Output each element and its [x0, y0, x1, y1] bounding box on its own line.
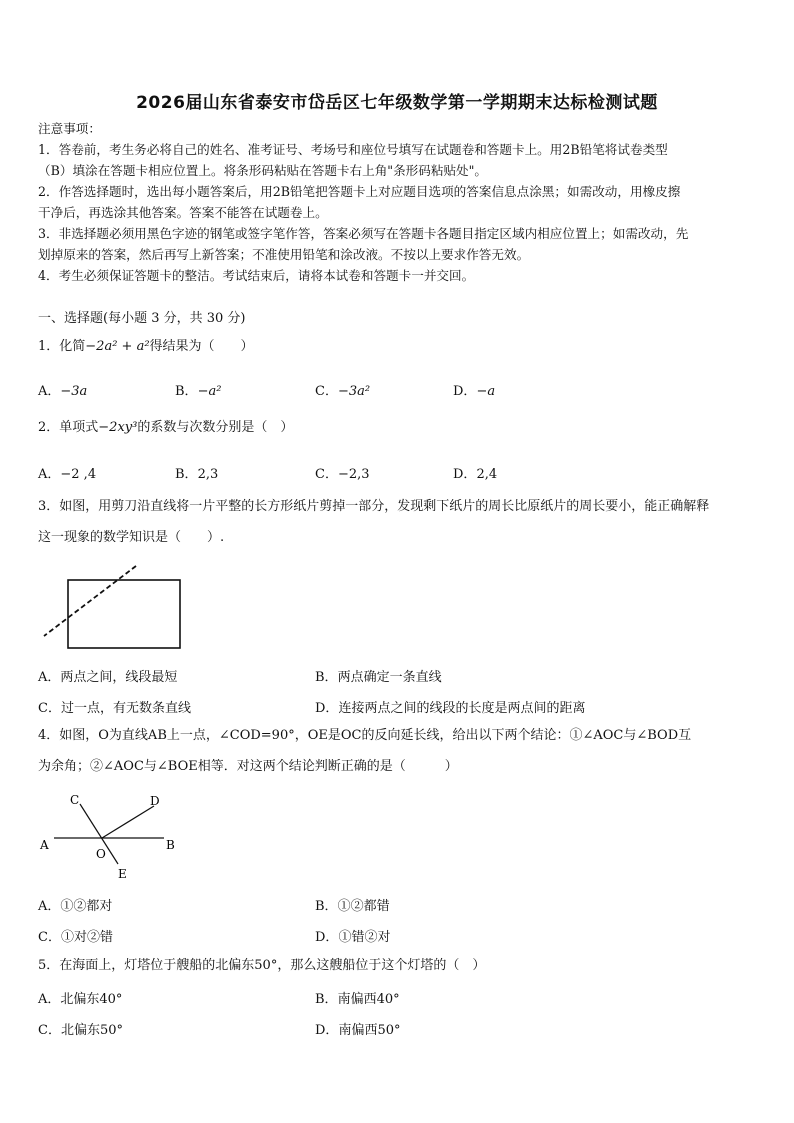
q1-suffix: 得结果为（ ）	[149, 339, 254, 354]
q4-options-row1	[38, 895, 760, 915]
q2-expression: −2xy³	[98, 420, 138, 435]
label-o: O	[96, 847, 106, 861]
question-5	[38, 950, 760, 981]
option-c: C．−2,3	[315, 467, 370, 482]
option-c: C．①对②错	[38, 930, 113, 945]
option-d: D．−a	[453, 384, 496, 399]
q4-line: 4．如图，O为直线AB上一点，∠COD=90°，OE是OC的反向延长线，给出以下两个结论：①∠AOC与∠BOD互	[38, 728, 692, 743]
q2-prefix: 2．单项式	[38, 420, 99, 435]
q5-options-row1	[38, 988, 760, 1008]
section-heading: 一、选择题(每小题 3 分，共 30 分)	[38, 311, 246, 326]
q4-options-row2	[38, 926, 760, 946]
q1-options	[38, 380, 760, 400]
q4-figure	[36, 790, 186, 885]
option-d: D．南偏西50°	[315, 1023, 401, 1038]
option-a: A．−2 ,4	[38, 467, 97, 482]
cut-line	[44, 566, 136, 636]
q5-line: 5．在海面上，灯塔位于艘船的北偏东50°，那么这艘船位于这个灯塔的（ ）	[38, 958, 486, 973]
question-1	[38, 331, 760, 362]
notice-line: 干净后，再选涂其他答案。答案不能答在试题卷上。	[38, 205, 328, 220]
option-b: B．南偏西40°	[315, 992, 400, 1007]
q3-options-row2	[38, 697, 760, 717]
notice-heading: 注意事项：	[38, 121, 101, 136]
label-a: A	[40, 838, 49, 852]
q3-line: 3．如图，用剪刀沿直线将一片平整的长方形纸片剪掉一部分，发现剩下纸片的周长比原纸片的周长要小，能正确解释	[38, 499, 710, 514]
ray-od	[102, 806, 154, 838]
label-e: E	[118, 867, 127, 881]
option-a: A．北偏东40°	[38, 992, 123, 1007]
question-4	[38, 720, 760, 782]
q2-suffix: 的系数与次数分别是（ ）	[137, 420, 294, 435]
q2-options	[38, 463, 760, 483]
label-b: B	[166, 838, 175, 852]
option-c: C．过一点，有无数条直线	[38, 701, 191, 716]
notice-line: 2．作答选择题时，选出每小题答案后，用2B铅笔把答题卡上对应题目选项的答案信息点涂黑；如需改动，用橡皮擦	[38, 184, 681, 199]
q3-options-row1	[38, 666, 760, 686]
option-d: D．①错②对	[315, 930, 391, 945]
option-a: A．−3a	[38, 384, 88, 399]
option-b: B．两点确定一条直线	[315, 670, 442, 685]
option-d: D．连接两点之间的线段的长度是两点间的距离	[315, 701, 586, 716]
option-b: B．−a²	[175, 384, 222, 399]
option-b: B．2,3	[175, 467, 219, 482]
notice-line: 划掉原来的答案，然后再写上新答案；不准使用铅笔和涂改液。不按以上要求作答无效。	[38, 247, 530, 262]
question-2	[38, 412, 760, 443]
option-d: D．2,4	[453, 467, 498, 482]
paper-rectangle	[68, 580, 180, 648]
notice-line: 1．答卷前，考生务必将自己的姓名、准考证号、考场号和座位号填写在试题卷和答题卡上。用2B铅笔将试卷类型	[38, 142, 668, 157]
notice-line: 4．考生必须保证答题卡的整洁。考试结束后，请将本试卷和答题卡一并交回。	[38, 268, 475, 283]
option-a: A．①②都对	[38, 899, 113, 914]
notice-block	[38, 118, 760, 286]
q1-prefix: 1．化简	[38, 339, 86, 354]
notice-line: 3．非选择题必须用黑色字迹的钢笔或签字笔作答，答案必须写在答题卡各题目指定区域内相应位置上；如需改动，先	[38, 226, 689, 241]
label-d: D	[150, 794, 160, 808]
q1-expression: −2a² + a²	[85, 339, 150, 354]
q4-line: 为余角；②∠AOC与∠BOE相等．对这两个结论判断正确的是（ ）	[38, 759, 458, 774]
page-title: 2026届山东省泰安市岱岳区七年级数学第一学期期末达标检测试题	[136, 93, 658, 113]
option-a: A．两点之间，线段最短	[38, 670, 178, 685]
option-c: C．−3a²	[315, 384, 371, 399]
q3-figure	[38, 564, 198, 664]
question-3	[38, 491, 760, 553]
label-c: C	[70, 793, 80, 807]
option-c: C．北偏东50°	[38, 1023, 123, 1038]
option-b: B．①②都错	[315, 899, 390, 914]
q3-line: 这一现象的数学知识是（ ）.	[38, 530, 225, 545]
notice-line: （B）填涂在答题卡相应位置上。将条形码粘贴在答题卡右上角"条形码粘贴处"。	[38, 163, 488, 178]
q5-options-row2	[38, 1019, 760, 1039]
